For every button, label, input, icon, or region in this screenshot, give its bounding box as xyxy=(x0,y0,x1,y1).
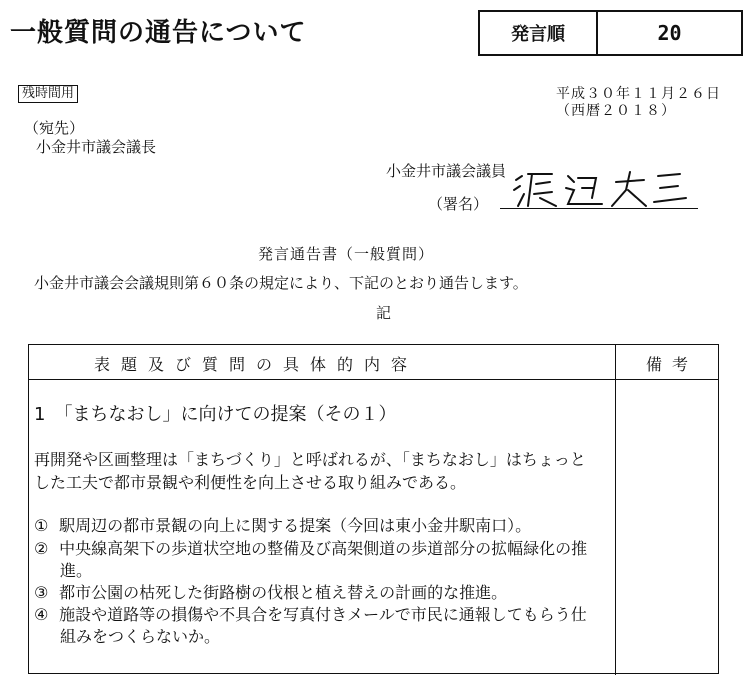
item-text: 施設や道路等の損傷や不具合を写真付きメールで市民に通報してもらう仕 xyxy=(59,605,587,624)
header-divider xyxy=(29,379,718,380)
item-number: ④ xyxy=(34,605,49,624)
item-text-continued: 組みをつくらないか。 xyxy=(60,627,221,646)
question-title: 1 「まちなおし」に向けての提案（その１） xyxy=(34,404,397,425)
speaking-order-number: 20 xyxy=(657,21,682,45)
member-label: 小金井市議会議員 xyxy=(386,162,507,180)
speaking-order-box xyxy=(478,10,743,56)
list-item xyxy=(34,580,507,603)
column-divider xyxy=(615,345,616,675)
list-item xyxy=(34,602,587,625)
signature-line xyxy=(500,208,698,209)
paragraph-line: した工夫で都市景観や利便性を向上させる取り組みである。 xyxy=(34,473,467,492)
handwritten-signature xyxy=(512,168,692,208)
list-item xyxy=(34,536,587,559)
item-text: 駅周辺の都市景観の向上に関する提案（今回は東小金井駅南口）。 xyxy=(59,516,532,535)
date-western: （西暦２０１８） xyxy=(556,103,676,119)
address-value: 小金井市議会議長 xyxy=(36,138,157,156)
list-item xyxy=(34,513,531,536)
item-text: 中央線高架下の歩道状空地の整備及び高架側道の歩道部分の拡幅緑化の推 xyxy=(59,539,588,558)
item-number: ③ xyxy=(34,583,49,602)
item-number: ② xyxy=(34,539,49,558)
page-title: 一般質問の通告について xyxy=(10,18,307,48)
address-label: （宛先） xyxy=(24,119,85,137)
signature-label: （署名） xyxy=(428,195,489,213)
item-text: 都市公園の枯死した街路樹の伐根と植え替えの計画的な推進。 xyxy=(59,583,508,602)
item-number: ① xyxy=(34,516,49,535)
paragraph-line: 再開発や区画整理は「まちづくり」と呼ばれるが、「まちなおし」はちょっと xyxy=(34,450,586,469)
item-text-continued: 進。 xyxy=(60,561,93,580)
ki-marker: 記 xyxy=(376,304,392,322)
date-japanese: 平成３０年１１月２６日 xyxy=(556,86,721,102)
document-title: 発言通告書（一般質問） xyxy=(258,245,435,263)
remaining-time-stamp: 残時間用 xyxy=(18,85,78,103)
table-header-content: 表題及び質問の具体的内容 xyxy=(94,355,419,374)
intro-text: 小金井市議会会議規則第６０条の規定により、下記のとおり通告します。 xyxy=(34,274,528,292)
table-header-note: 備考 xyxy=(646,355,699,374)
speaking-order-label: 発言順 xyxy=(480,12,598,54)
